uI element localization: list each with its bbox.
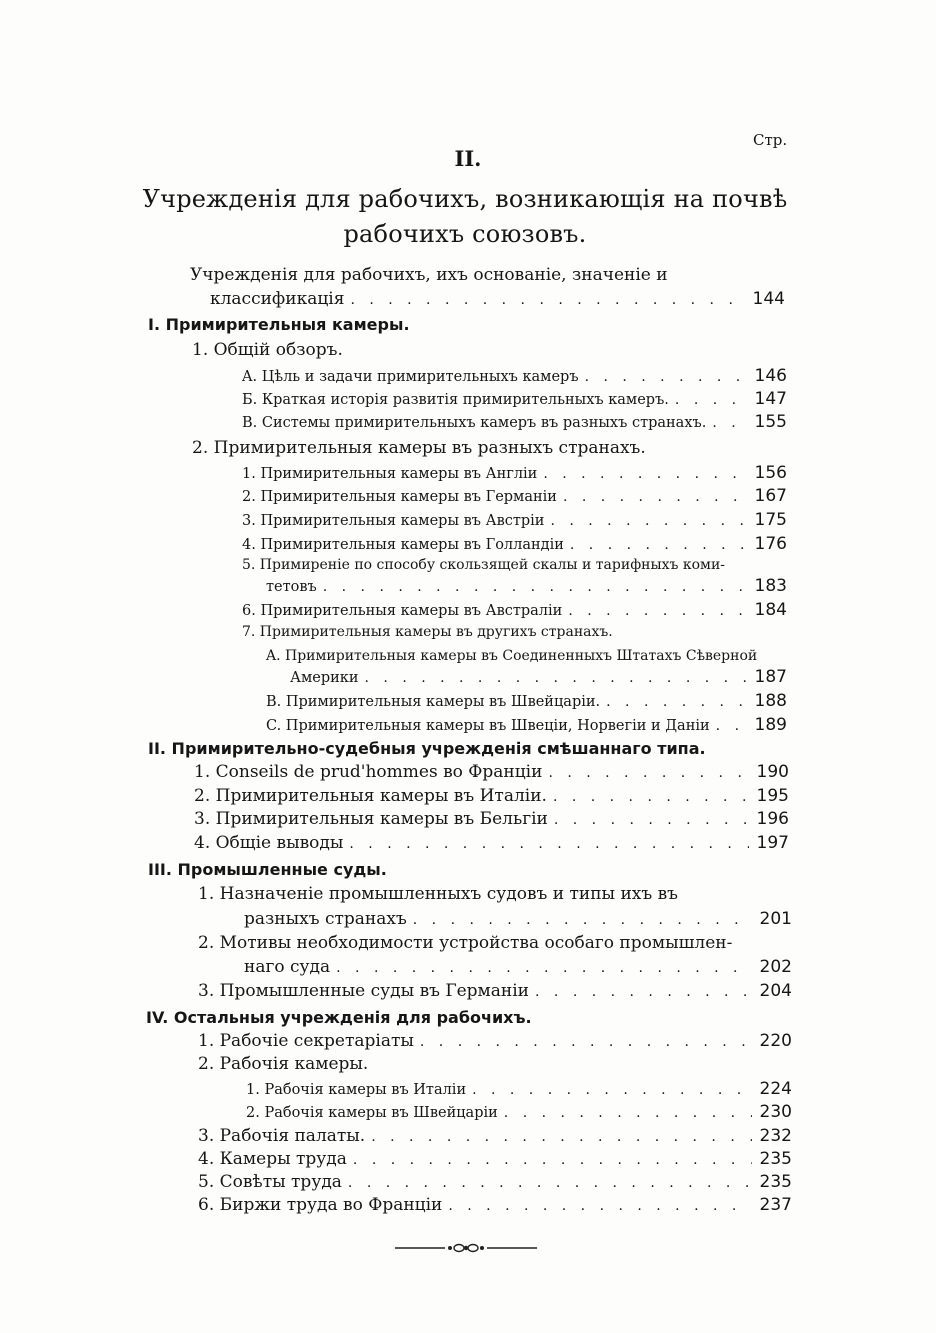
toc-entry-text: 4. Общіе выводы — [194, 833, 344, 853]
dot-leader — [371, 1129, 752, 1145]
toc-subsection-label: 2. Рабочія камеры. — [198, 1054, 369, 1074]
toc-entry-text: Б. Краткая исторія развитія примирительныхъ камеръ. — [242, 392, 669, 408]
toc-subsection-label: 1. Общій обзоръ. — [192, 340, 343, 360]
toc-entry[interactable] — [194, 833, 789, 853]
toc-entry-page: 197 — [756, 833, 789, 853]
toc-entry-text: 5. Совѣты труда — [198, 1172, 342, 1192]
toc-entry-text: 1. Рабочія камеры въ Италіи — [246, 1082, 467, 1098]
toc-entry-page: 176 — [754, 534, 787, 554]
ornamental-divider-icon — [395, 1241, 537, 1255]
dot-leader — [353, 1152, 752, 1168]
toc-entry-text: 6. Примирительныя камеры въ Австраліи — [242, 603, 563, 619]
toc-entry-page: 201 — [759, 909, 792, 929]
toc-entry-page: 202 — [759, 957, 792, 977]
toc-entry[interactable] — [266, 691, 787, 711]
dot-leader — [535, 984, 752, 1000]
dot-leader — [348, 1175, 752, 1191]
toc-entry[interactable] — [194, 786, 789, 806]
toc-entry-page: 187 — [754, 667, 787, 687]
toc-entry[interactable] — [198, 981, 792, 1001]
toc-entry[interactable] — [266, 576, 787, 596]
dot-leader — [448, 1198, 752, 1214]
toc-entry-text: 1. Примирительныя камеры въ Англіи — [242, 466, 538, 482]
toc-section-heading[interactable]: I. Примирительныя камеры. — [148, 315, 410, 334]
toc-entry-text: 3. Примирительныя камеры въ Австріи — [242, 513, 545, 529]
toc-entry-text: наго суда — [244, 957, 331, 977]
toc-entry-page: 175 — [754, 510, 787, 530]
toc-entry-page: 204 — [759, 981, 792, 1001]
toc-entry-text: В. Системы примирительныхъ камеръ въ разныхъ странахъ. — [242, 415, 707, 431]
dot-leader — [675, 392, 747, 408]
toc-entry-page: 220 — [759, 1031, 792, 1051]
toc-entry[interactable] — [246, 1079, 792, 1099]
toc-entry-page: 167 — [754, 486, 787, 506]
dot-leader — [336, 960, 752, 976]
toc-entry[interactable] — [198, 1195, 792, 1215]
toc-subsection-label: 2. Примирительныя камеры въ разныхъ странахъ. — [192, 438, 646, 458]
toc-entry-text: 6. Биржи труда во Франціи — [198, 1195, 443, 1215]
dot-leader — [543, 466, 747, 482]
toc-entry[interactable] — [242, 389, 787, 409]
toc-entry[interactable] — [290, 667, 787, 687]
toc-entry-page: 235 — [759, 1172, 792, 1192]
toc-entry[interactable] — [198, 1126, 792, 1146]
toc-entry-page: 232 — [759, 1126, 792, 1146]
toc-section-heading[interactable]: IV. Остальныя учрежденія для рабочихъ. — [146, 1008, 532, 1027]
dot-leader — [365, 670, 747, 686]
dot-leader — [563, 489, 747, 505]
toc-entry-text: 3. Рабочія палаты. — [198, 1126, 366, 1146]
toc-entry[interactable] — [266, 715, 787, 735]
dot-leader — [350, 292, 745, 308]
toc-entry-page: 224 — [759, 1079, 792, 1099]
toc-entry-text: A. Цѣль и задачи примирительныхъ камеръ — [242, 369, 579, 385]
toc-entry[interactable] — [244, 909, 792, 929]
toc-entry-text: 2. Примирительныя камеры въ Италіи. — [194, 786, 547, 806]
toc-entry-page: 184 — [754, 600, 787, 620]
toc-entry[interactable] — [242, 534, 787, 554]
toc-entry-text: 1. Conseils de prud'hommes во Франціи — [194, 762, 543, 782]
toc-entry[interactable] — [244, 957, 792, 977]
toc-entry-text: 2. Примирительныя камеры въ Германіи — [242, 489, 557, 505]
page-title-line-2: рабочихъ союзовъ. — [343, 220, 587, 248]
toc-entry-page: 195 — [756, 786, 789, 806]
toc-entry-line-1: 2. Мотивы необходимости устройства особаго промышлен- — [198, 933, 733, 953]
dot-leader — [570, 537, 747, 553]
toc-entry-page: 235 — [759, 1149, 792, 1169]
toc-entry[interactable] — [242, 600, 787, 620]
toc-entry[interactable] — [246, 1102, 792, 1122]
toc-entry[interactable] — [198, 1172, 792, 1192]
toc-entry-text: C. Примирительныя камеры въ Швеціи, Норвегіи и Даніи — [266, 718, 710, 734]
toc-entry-page: 146 — [754, 366, 787, 386]
toc-section-heading[interactable]: II. Примирительно-судебныя учрежденія смѣшаннаго типа. — [148, 739, 706, 758]
toc-entry[interactable] — [242, 463, 787, 483]
dot-leader — [554, 812, 749, 828]
toc-entry-text: тетовъ — [266, 579, 317, 595]
toc-entry-page: 183 — [754, 576, 787, 596]
toc-entry-text: B. Примирительныя камеры въ Швейцаріи. — [266, 694, 601, 710]
toc-entry[interactable] — [194, 809, 789, 829]
toc-intro-line-1: Учрежденія для рабочихъ, ихъ основаніе, значеніе и — [190, 265, 668, 285]
toc-entry-page: 196 — [756, 809, 789, 829]
page-title-line-1: Учрежденія для рабочихъ, возникающія на почвѣ — [142, 185, 788, 213]
dot-leader — [585, 369, 747, 385]
toc-entry-text: 4. Камеры труда — [198, 1149, 347, 1169]
dot-leader — [712, 415, 747, 431]
dot-leader — [323, 579, 747, 595]
toc-entry-text: 3. Промышленные суды въ Германіи — [198, 981, 530, 1001]
dot-leader — [413, 912, 752, 928]
toc-entry[interactable] — [198, 1031, 792, 1051]
toc-entry-page: 237 — [759, 1195, 792, 1215]
dot-leader — [349, 836, 749, 852]
dot-leader — [550, 513, 747, 529]
toc-entry-page: 156 — [754, 463, 787, 483]
toc-entry-page: 155 — [754, 412, 787, 432]
toc-entry[interactable] — [242, 486, 787, 506]
toc-entry-text: разныхъ странахъ — [244, 909, 407, 929]
dot-leader — [553, 789, 749, 805]
toc-entry-text: классификація — [210, 289, 345, 309]
toc-section-heading[interactable]: III. Промышленные суды. — [148, 860, 387, 879]
toc-entry-page: 189 — [754, 715, 787, 735]
dot-leader — [606, 694, 747, 710]
toc-entry-page: 190 — [756, 762, 789, 782]
toc-entry-group-label: 7. Примирительныя камеры въ другихъ странахъ. — [242, 624, 613, 640]
toc-entry-line-1: A. Примирительныя камеры въ Соединенныхъ Штатахъ Сѣверной — [266, 648, 758, 664]
toc-entry[interactable] — [198, 1149, 792, 1169]
dot-leader — [504, 1105, 752, 1121]
toc-entry-text: 4. Примирительныя камеры въ Голландіи — [242, 537, 564, 553]
dot-leader — [420, 1034, 752, 1050]
dot-leader — [548, 765, 749, 781]
toc-entry[interactable] — [242, 510, 787, 530]
toc-entry-text: Америки — [290, 670, 359, 686]
toc-entry-text: 1. Рабочіе секретаріаты — [198, 1031, 414, 1051]
page-column-label: Стр. — [753, 131, 788, 149]
dot-leader — [472, 1082, 752, 1098]
toc-entry-text: 3. Примирительныя камеры въ Бельгіи — [194, 809, 548, 829]
toc-entry[interactable] — [242, 366, 787, 386]
toc-entry-line-1: 1. Назначеніе промышленныхъ судовъ и типы ихъ въ — [198, 884, 678, 904]
toc-entry-line-1: 5. Примиреніе по способу скользящей скалы и тарифныхъ коми- — [242, 557, 726, 573]
dot-leader — [716, 718, 747, 734]
toc-entry[interactable] — [242, 412, 787, 432]
toc-entry[interactable] — [194, 762, 789, 782]
toc-entry-page: 144 — [752, 289, 785, 309]
toc-entry-page: 147 — [754, 389, 787, 409]
toc-entry-page: 188 — [754, 691, 787, 711]
toc-entry-page: 230 — [759, 1102, 792, 1122]
part-numeral: II. — [454, 146, 482, 171]
toc-intro-entry[interactable] — [210, 289, 785, 309]
toc-entry-text: 2. Рабочія камеры въ Швейцаріи — [246, 1105, 498, 1121]
dot-leader — [568, 603, 747, 619]
